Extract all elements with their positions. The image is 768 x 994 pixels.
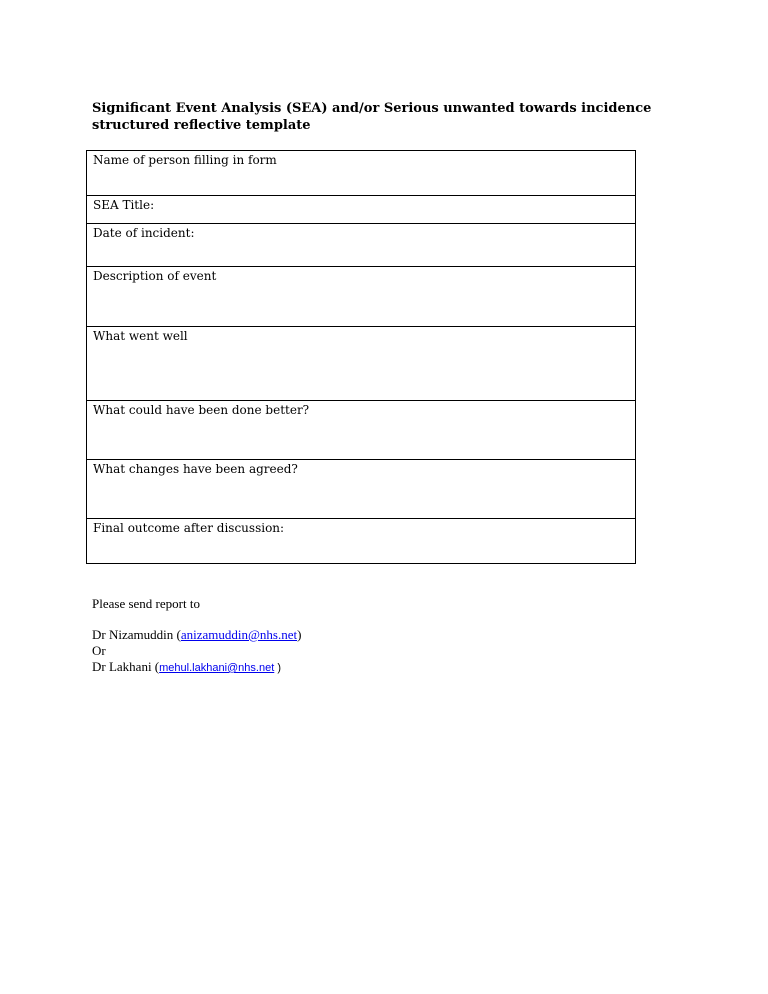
- contact-line-lakhani: [92, 659, 652, 676]
- field-description-of-event[interactable]: [87, 267, 636, 327]
- field-label: SEA Title:: [93, 198, 155, 212]
- field-done-better[interactable]: [87, 401, 636, 460]
- form-row-outcome: [87, 519, 636, 564]
- contact-suffix: ): [274, 662, 281, 674]
- field-label: Date of incident:: [93, 226, 195, 240]
- form-row-went-well: [87, 327, 636, 401]
- field-label: Name of person filling in form: [93, 153, 277, 167]
- field-label: What changes have been agreed?: [93, 462, 298, 476]
- field-date-of-incident[interactable]: [87, 224, 636, 267]
- field-label: Final outcome after discussion:: [93, 521, 285, 535]
- field-label: What went well: [93, 329, 188, 343]
- contact-line-nizamuddin: [92, 627, 652, 643]
- field-name-of-person[interactable]: [87, 151, 636, 196]
- field-label: What could have been done better?: [93, 403, 310, 417]
- contact-prefix: Dr Lakhani (: [92, 659, 160, 674]
- form-row-done-better: [87, 401, 636, 460]
- or-text: Or: [92, 643, 106, 658]
- send-report-text: Please send report to: [92, 596, 200, 611]
- contact-prefix: Dr Nizamuddin (: [92, 627, 181, 642]
- email-link-lakhani[interactable]: mehul.lakhani@nhs.net: [159, 662, 275, 674]
- field-final-outcome[interactable]: [87, 519, 636, 564]
- form-row-sea-title: [87, 196, 636, 224]
- field-label: Description of event: [93, 269, 217, 283]
- form-row-date: [87, 224, 636, 267]
- contact-suffix: ): [297, 627, 302, 642]
- field-what-went-well[interactable]: [87, 327, 636, 401]
- sea-form-table: [86, 150, 636, 564]
- report-contacts: [92, 596, 652, 676]
- field-sea-title[interactable]: [87, 196, 636, 224]
- form-row-changes: [87, 460, 636, 519]
- document-title: Significant Event Analysis (SEA) and/or Serious unwanted towards incidence structured reflective template: [92, 101, 652, 133]
- form-row-name: [87, 151, 636, 196]
- field-changes-agreed[interactable]: [87, 460, 636, 519]
- email-link-nizamuddin[interactable]: anizamuddin@nhs.net: [180, 627, 298, 642]
- form-row-description: [87, 267, 636, 327]
